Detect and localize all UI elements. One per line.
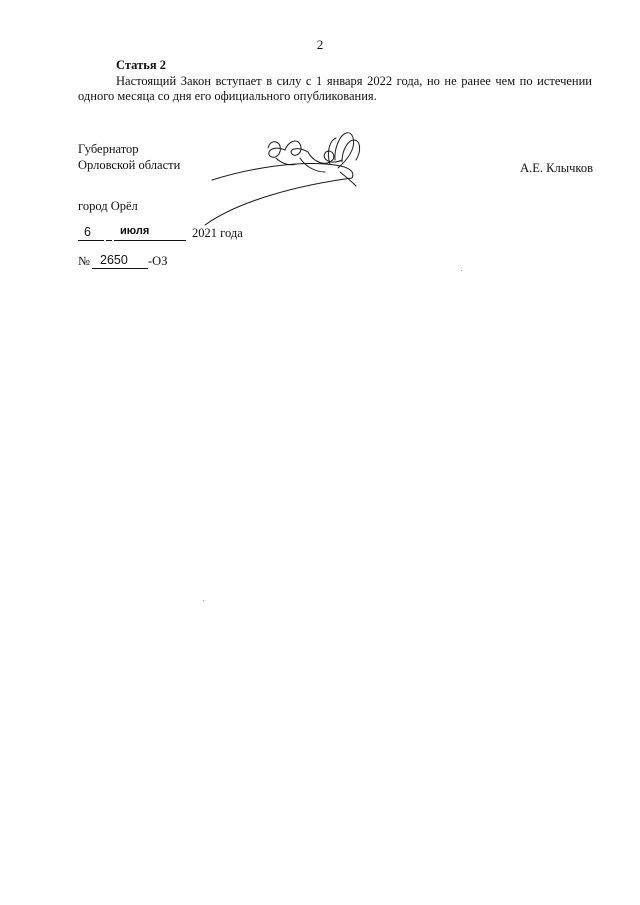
page-number: 2 [316,37,324,52]
scan-speck [461,270,462,271]
number-suffix: -ОЗ [148,254,168,268]
scan-speck [203,600,204,601]
number-prefix: № [78,254,90,268]
number-value: 2650 [100,253,128,267]
date-day: 6 [84,225,91,239]
article-title: Статья 2 [116,58,166,72]
signing-date [78,226,278,244]
signatory-title-line-2: Орловской области [78,158,181,172]
place-of-signing: город Орёл [78,199,138,213]
date-month: июля [120,225,150,237]
law-number [78,254,278,272]
signatory-title-line-1: Губернатор [78,142,139,156]
day-underline [78,226,104,241]
article-body: Настоящий Закон вступает в силу с 1 января 2022 года, но не ранее чем по истечении одного месяца со дня его официального опубликования. [78,74,592,103]
separator-underline [106,226,112,241]
date-year: 2021 года [192,226,243,240]
signatory-name: А.Е. Клычков [520,161,593,175]
signatory-title [78,141,180,173]
